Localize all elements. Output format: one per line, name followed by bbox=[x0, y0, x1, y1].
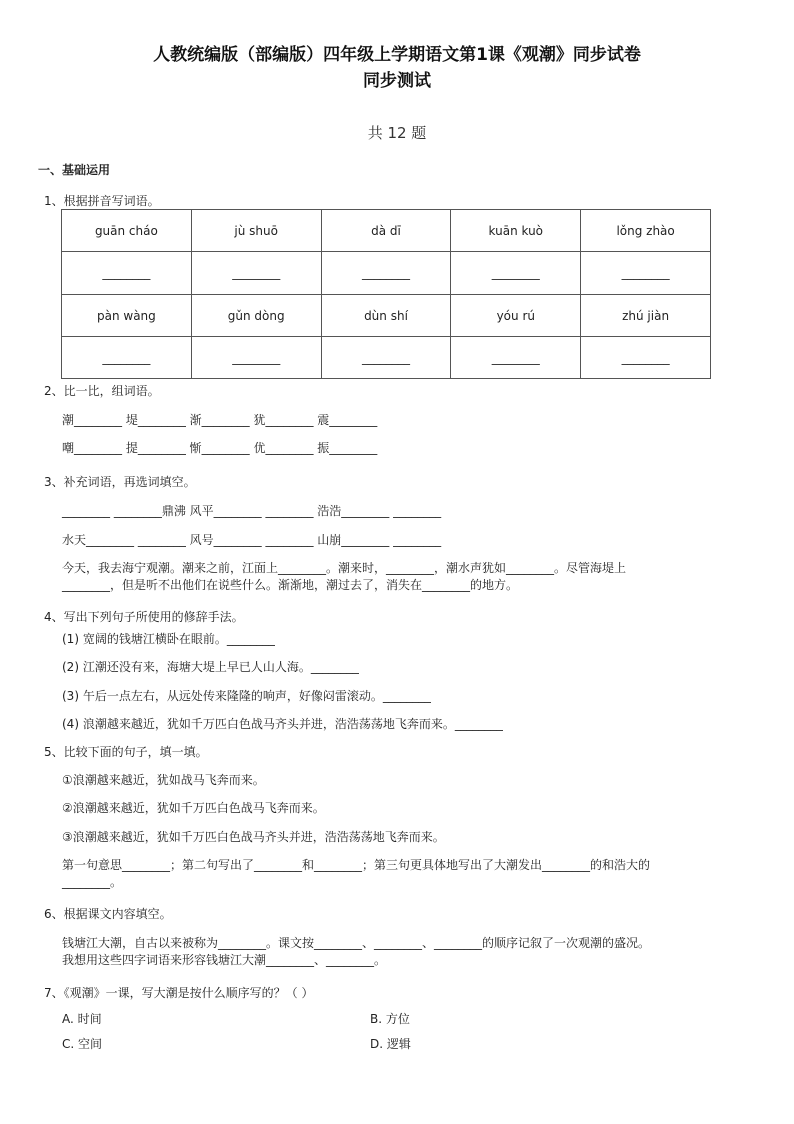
q7-prompt: 7、《观潮》一课，写大潮是按什么顺序写的？（ ） bbox=[44, 986, 314, 1000]
pinyin-cell: dùn shí bbox=[321, 295, 451, 337]
answer-blank-cell[interactable]: ________ bbox=[321, 337, 451, 379]
pinyin-cell: pàn wàng bbox=[62, 295, 192, 337]
q4-item[interactable]: (1) 宽阔的钱塘江横卧在眼前。________ bbox=[62, 632, 275, 646]
pinyin-cell: guān cháo bbox=[62, 210, 192, 252]
pinyin-cell: yóu rú bbox=[451, 295, 581, 337]
option-b[interactable]: B. 方位 bbox=[370, 1012, 410, 1026]
q6-line[interactable]: 我想用这些四字词语来形容钱塘江大潮________、________。 bbox=[62, 953, 387, 967]
q3-idiom-line[interactable]: ________ ________鼎沸 风平________ ________ 浩浩________ ________ bbox=[62, 504, 442, 518]
q4-item[interactable]: (2) 江潮还没有来，海塘大堤上早已人山人海。________ bbox=[62, 660, 359, 674]
q2-line[interactable]: 嘲________ 提________ 惭________ 优________ 振________ bbox=[62, 441, 378, 455]
q3-paragraph[interactable]: ________，但是听不出他们在说些什么。渐渐地，潮过去了，消失在________的地方。 bbox=[62, 578, 519, 592]
option-d[interactable]: D. 逻辑 bbox=[370, 1037, 411, 1051]
section-heading: 一、基础运用 bbox=[38, 163, 111, 177]
answer-blank-cell[interactable]: ________ bbox=[451, 337, 581, 379]
question-count: 共 12 题 bbox=[367, 124, 427, 142]
pinyin-cell: kuān kuò bbox=[451, 210, 581, 252]
doc-title-line1: 人教统编版（部编版）四年级上学期语文第1课《观潮》同步试卷 bbox=[153, 45, 641, 65]
q2-line[interactable]: 潮________ 堤________ 渐________ 犹________ 震________ bbox=[62, 413, 378, 427]
answer-blank-cell[interactable]: ________ bbox=[581, 337, 711, 379]
option-c[interactable]: C. 空间 bbox=[62, 1037, 103, 1051]
pinyin-cell: lǒng zhào bbox=[581, 210, 711, 252]
pinyin-table bbox=[61, 209, 711, 379]
option-a[interactable]: A. 时间 bbox=[62, 1012, 102, 1026]
pinyin-cell: zhú jiàn bbox=[581, 295, 711, 337]
answer-blank-cell[interactable]: ________ bbox=[62, 252, 192, 295]
answer-blank-cell[interactable]: ________ bbox=[451, 252, 581, 295]
q5-sentence: ②浪潮越来越近，犹如千万匹白色战马飞奔而来。 bbox=[62, 801, 325, 815]
q6-prompt: 6、根据课文内容填空。 bbox=[44, 907, 172, 921]
q5-sentence: ③浪潮越来越近，犹如千万匹白色战马齐头并进，浩浩荡荡地飞奔而来。 bbox=[62, 830, 445, 844]
q1-prompt: 1、根据拼音写词语。 bbox=[44, 194, 160, 208]
q4-item[interactable]: (3) 午后一点左右，从远处传来隆隆的响声，好像闷雷滚动。________ bbox=[62, 689, 431, 703]
q3-paragraph[interactable]: 今天，我去海宁观潮。潮来之前，江面上________。潮来时，________，潮水声犹如________。尽管海堤上 bbox=[62, 561, 627, 575]
doc-title-line2: 同步测试 bbox=[363, 71, 431, 91]
q5-sentence: ①浪潮越来越近，犹如战马飞奔而来。 bbox=[62, 773, 265, 787]
answer-blank-cell[interactable]: ________ bbox=[191, 252, 321, 295]
answer-blank-cell[interactable]: ________ bbox=[62, 337, 192, 379]
pinyin-cell: dà dī bbox=[321, 210, 451, 252]
q3-prompt: 3、补充词语，再选词填空。 bbox=[44, 475, 196, 489]
q4-item[interactable]: (4) 浪潮越来越近，犹如千万匹白色战马齐头并进，浩浩荡荡地飞奔而来。________ bbox=[62, 717, 503, 731]
q5-answer-line[interactable]: ________。 bbox=[62, 875, 123, 889]
q6-line[interactable]: 钱塘江大潮，自古以来被称为________。课文按________、________、________的顺序记叙了一次观潮的盛况。 bbox=[62, 936, 651, 950]
answer-blank-cell[interactable]: ________ bbox=[321, 252, 451, 295]
q2-prompt: 2、比一比，组词语。 bbox=[44, 384, 160, 398]
pinyin-cell: jù shuō bbox=[191, 210, 321, 252]
answer-blank-cell[interactable]: ________ bbox=[581, 252, 711, 295]
q4-prompt: 4、写出下列句子所使用的修辞手法。 bbox=[44, 610, 244, 624]
q5-answer-line[interactable]: 第一句意思________；第二句写出了________和________；第三句更具体地写出了大潮发出________的和浩大的 bbox=[62, 858, 651, 872]
answer-blank-cell[interactable]: ________ bbox=[191, 337, 321, 379]
q5-prompt: 5、比较下面的句子，填一填。 bbox=[44, 745, 208, 759]
pinyin-cell: gǔn dòng bbox=[191, 295, 321, 337]
q3-idiom-line[interactable]: 水天________ ________ 风号________ ________ 山崩________ ________ bbox=[62, 533, 442, 547]
